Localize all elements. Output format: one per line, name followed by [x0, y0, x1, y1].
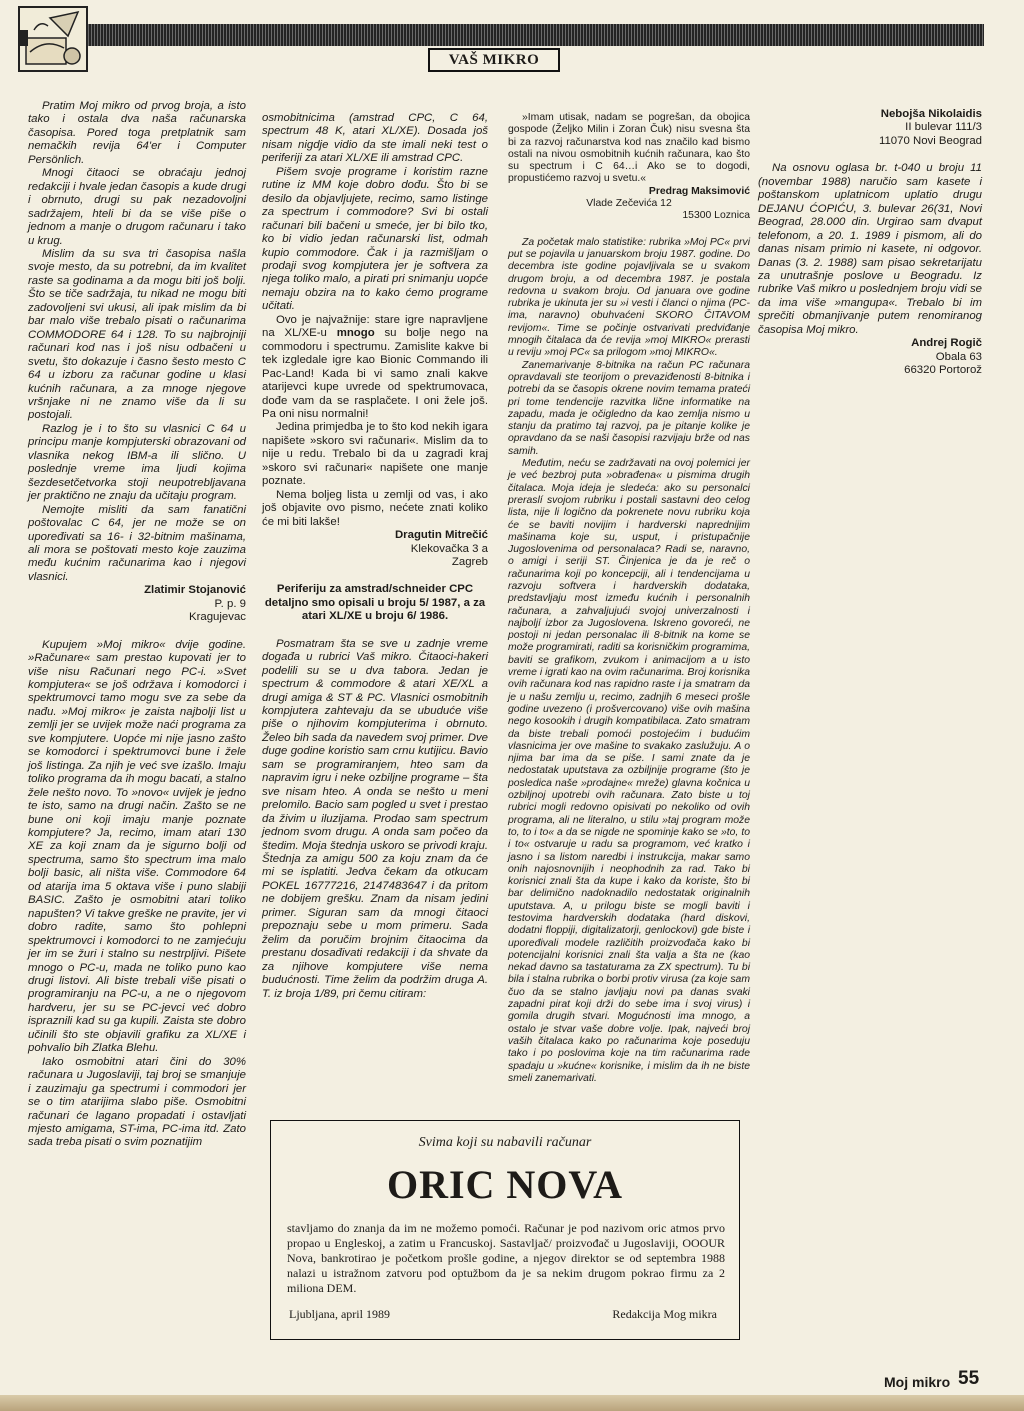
notice-heading: Svima koji su nabavili računar — [418, 1135, 592, 1150]
page-edge — [0, 1395, 1024, 1411]
letter-address: Obala 63 — [935, 350, 982, 363]
page-number: 55 — [958, 1368, 980, 1389]
letter-address: II bulevar 111/3 — [905, 121, 982, 134]
text-run: Ovo je najvažnije: stare igre napravljene na XL/XE-u — [262, 313, 488, 340]
paragraph: Iako osmobitni atari čini do 30% računara u Jugoslaviji, taj broj se smanjuje i zauzimaju ga spectrumi i commodori jer se o tim atarijima slabo piše. Osmobitni računari će lagano propadati i ostavljati mjesto amigama, ST-ima, PC-ima itd. Zato sada treba pisati o svim poznatijim — [28, 1055, 246, 1149]
header-rule — [86, 24, 984, 46]
paragraph: Mnogi čitaoci se obraćaju jednoj redakciji i hvale jedan časopis a kude drugi i obrnuto, drugi su pak nezadovoljni sadržajem, hteli bi da se više piše o jednom a manje o drugom računaru i tako u krug. — [28, 167, 246, 247]
paragraph: Za početak malo statistike: rubrika »Moj PC« prvi put se pojavila u januarskom broju 1987. godine. Do decembra iste godine pojavljivala se u svakom drugom broju, a od decembra 1987. je postala redovna u svakom broju. Od januara ove godine rubrika je ukinuta jer su »i vesti i članci o njima (PC-ima, naravno) obuhvaćeni SKORO ČITAVOM revijom«. Time se počinje ostvarivati predviđanje mnogih čitalaca da će revija »moj MIKRO« prerasti u reviju »moj PC« sa prilogom »moj MIKRO«. — [508, 236, 750, 359]
paragraph — [262, 314, 488, 422]
paragraph: Posmatram šta se sve u zadnje vreme događa u rubrici Vaš mikro. Čitaoci-hakeri podelili su se u dva tabora. Jedan je spectrum & commodore & atari XE/XL a drugi amiga & ST & PC. Vlasnici osmobitnih kompjutera zahtevaju da se ubuduće više piše o njihovim kompjuterima i obrnuto. Želeo bih sada da navedem svoj primer. Dve duge godine koristio sam crnu kutijicu. Bavio sam se programiranjem, hteo sam da napravim igru i neke ozbiljne programe – šta sve nisam hteo. A onda se nešto u meni prelomilo. Bacio sam pogled u svet i prestao da živim u iluzijama. Prodao sam spectrum jednom svom drugu. A onda sam počeo da štedim. Moja štednja uskoro se privodi kraju. Štednja za amigu 500 za koju znam da će mi se isplatiti. Jedva čekam da otkucam POKEL 16777216, 2147483647 i da pritom ne dobijem grešku. Znam da nisam jedini primer. Siguran sam da mnogi čitaoci prepoznaju sebe u mom primeru. Sada želim da poručim brojnim čitaocima da prestanu dosađivati redakciji i da shvate da za njihove kompjutere više nema budućnosti. Time želim da podržim druga A. T. iz broja 1/89, pri čemu citiram: — [262, 637, 488, 1000]
letter-signature: Predrag Maksimović — [648, 185, 750, 197]
letter-address: Vlade Zečevića 12 — [586, 198, 672, 210]
notice-body: stavljamo do znanja da im ne možemo pomoći. Računar je pod nazivom oric atmos prvo propao u Engleskoj, a zatim u Francuskoj. Sastavljač/ proizvođač u Jugoslaviji, OOOUR Nova, bankrotirao je početkom prošle godine, a njegov direktor se od septembra 1988 nalazi u istražnom zatvoru pod optužbom da je sa nekim drugom pokrao firmu za 2 miliona DEM. — [287, 1221, 725, 1295]
letter-signature: Zlatimir Stojanović — [144, 584, 246, 597]
paragraph: Pišem svoje programe i koristim razne rutine iz MM koje dobro dođu. Što bi se desilo da objavljujete, recimo, samo listinge za spectrum i commodore? Svi bi ostali računari bili bačeni u smeće, jer bi bilo tko, ko bi vidio jedan računarski list, odmah kupio commodore. Čak i ja razmišljam o prodaji svog kompjutera jer je softvera za njega toliko malo, a pirati pri snimanju uopće nemaju obzira na to kako ćemo programe učitati. — [262, 165, 488, 313]
column-2 — [262, 112, 488, 1001]
paragraph: Zanemarivanje 8-bitnika na račun PC računara opravdavali ste teorijom o prevaziđenosti 8-bitnika i potrebi da se časopis okrene novim temama prateći pri tome tendencije razvitka lične informatike na zapadu, mada je očigledno da kao zemlja nismo u stanju da pratimo taj razvoj, pa je pitanje kolike je opravdano da se naši časopisi razvijaju brže od nas samih. — [508, 359, 750, 457]
letter-city: 15300 Loznica — [682, 210, 750, 222]
letter-city: 66320 Portorož — [904, 364, 982, 377]
notice-place-date: Ljubljana, april 1989 — [289, 1307, 390, 1321]
letter-signature: Nebojša Nikolaidis — [880, 108, 982, 120]
letter-city: Kragujevac — [189, 611, 246, 624]
letter-city: Zagreb — [451, 555, 488, 568]
paragraph: Nemojte misliti da sam fanatični poštovalac C 64, jer ne može se on upoređivati sa 16- i 32-bitnim mašinama, ali mora se poštovati mesto koje zauzima među kućnim računarima kao i njegovi vlasnici. — [28, 503, 246, 583]
paragraph: Razlog je i to što su vlasnici C 64 u principu manje kompjuterski obrazovani od vlasnika nekog IBM-a ili slično. U poslednje vreme ima ljudi kojima šezdesetčetvorka stoji neupotrebljavana jer praktično ne znaju da učitaju program. — [28, 422, 246, 503]
emphasis: mnogo — [336, 327, 375, 340]
paragraph: Pratim Moj mikro od prvog broja, a isto tako i ostala dva naša računarska časopisa. Pored toga pretplatnik sam nemačkih revija 64'er i Computer Persönlich. — [28, 100, 246, 166]
section-logo-icon — [18, 6, 88, 72]
letter-city: 11070 Novi Beograd — [878, 134, 982, 147]
column-3 — [508, 112, 750, 1085]
footer-magazine-name: Moj mikro — [884, 1374, 951, 1390]
oric-nova-notice — [270, 1120, 740, 1340]
paragraph: osmobitnicima (amstrad CPC, C 64, spectrum 48 K, atari XL/XE). Dosada još nisam nigdje vidio da ste imali neki test o periferiji za atari XL/XE ili amstrad CPC. — [262, 112, 488, 165]
paragraph: Na osnovu oglasa br. t-040 u broju 11 (novembar 1988) naručio sam kasete i poštanskom uplatnicom uplatio drugu DEJANU ĆOPIĆU, 3. bulevar 26(31, Novi Beograd, 28.000 din. Urgirao sam dvaput telefonom, a 20. 1. 1989 i pismom, ali do danas nisam primio ni kasete, ni odgovor. Danas (3. 2. 1988) sam pisao sekretarijatu za unutrašnje poslove u Beogradu. Iz rubrike Vaš mikro u poslednjem broju vidi se da ima više »mangupa«. Trebalo bi im sprečiti obmanjivanje putem renomiranog časopisa Moj mikro. — [758, 162, 982, 336]
notice-title: ORIC NOVA — [386, 1162, 624, 1207]
paragraph: Mislim da su sva tri časopisa našla svoje mesto, da su potrebni, da im kvalitet raste sa godinama a da mogu biti još bolji. Što se tiče sadržaja, tu nikad ne mogu biti zadovoljeni svi ukusi, ali ipak mislim da bi bar malo više trebalo pisati o računarima COMMODORE 64 i 128. To su najbrojniji računari kod nas i još nisu odbačeni u svetu, što dokazuje i časno šesto mesto C 64 u izboru za računar godine u klasi kućnih računara, a za mnoge njegove vršnjake ni ne znamo više da li su postojali. — [28, 247, 246, 422]
column-4 — [758, 108, 982, 378]
paragraph: Jedina primjedba je to što kod nekih igara napišete »skoro svi računari«. Mislim da to nije u redu. Trebalo bi da u zagradi kraj »skoro svi računari« napišete one manje poznate. — [262, 421, 488, 488]
editorial-reply: Periferiju za amstrad/schneider CPC detaljno smo opisali u broju 5/ 1987, a za atari XL/XE u broju 6/ 1986. — [264, 583, 486, 623]
paragraph: »Imam utisak, nadam se pogrešan, da obojica gospode (Željko Milin i Zoran Čuk) nisu svesna šta bi za razvoj računarstva kod nas značilo kad bismo ostali na nivou osmobitnih kućnih računara, kao što su spectrum i C 64…i Ako se to dogodi, propustićemo razvoj u svetu.« — [508, 112, 750, 185]
letter-signature: Andrej Rogič — [911, 337, 982, 350]
section-title: VAŠ MIKRO — [428, 48, 560, 72]
text-run: su bolje nego na commodoru i spectrumu. Zamislite kakve bi tek izgledale igre kao Bionic Commando ili Pac-Land! Kada bi vi samo znali kakve atarijevci kupe uvrede od spektrumovaca, dođe vam da se rasplačete. I oni žele još. Pa oni nisu normalni! — [262, 327, 488, 420]
paragraph: Nema boljeg lista u zemlji od vas, i ako još objavite ovo pismo, nećete znati koliko će mi biti lakše! — [262, 488, 488, 528]
header-bar-edge — [18, 30, 28, 46]
letter-address: P. p. 9 — [214, 597, 246, 610]
paragraph: Međutim, neću se zadržavati na ovoj polemici jer je već bezbroj puta »obrađena« u pismima drugih čitalaca. Moja ideja je sledeća: ako su personalci preraslí svojom rubriku i postali sastavni deo celog lista, nije li logično da pokrenete novu rubriku koja će se baviti novijim i hardverski naprednijim mašinama koje su, usput, i pristupačnije Jugoslovenima od personalaca? Radi se, naravno, o amigi i seriji ST. Činjenica je da je reč o računarima koji po koncepciji, ali i tendencijama u razvoju softvera i hardverskih dodataka, predstavljaju most između kućnih i personalnih računara, a zahvaljujući svojoj univerzalnosti i najboljí izbor za Jugoslovena. Iskreno govoreći, ne postoji ni jedan personalac ili 8-bitnik na kome se može programirati, raditi sa korisničkim programima, baviti se grafikom, zvukom i animacijom a u isto vreme i igrati kao na ovim računarima. Broj korisnika ovih računara kod nas rapidno raste i ja smatram da je u našu zemlju u, recimo, zadnjih 6 meseci prošle godine uvezeno (i prošvercovano) više ovih mašina nego kosookih i drugih kompatibilaca. Zato smatram da biste trebali pomoći postojećim i budućim vlasnicima jer ove mašine to svakako zaslužuju. A o njima bar ima da se piše. I sami znate da je nedostatak uputstava za ozbiljnije programe (što je posledica naše »prodajne« mreže) glavna kočnica u ozbiljnoj upotrebi ovih računara. Zato biste u toj rubrici mogli redovno opisivati po nekoliko od ovih programa, ali ne literalno, u stilu »taj program može to, to i to« a da se nigde ne spominje kako se »to, to i to« ostvaruje u radu sa programom, već kratko i jasno i sa listom naredbi i instrukcija, makar samo onih najosnovnijih i neophodnih za rad. Tako bi korisnici znali šta da kupe i kako da koriste, što bi bar delimično nadoknadilo nedostatak originalnih uputstava. A, u prilogu biste se mogli baviti i testovima hardverskih dodataka (hard diskovi, dodatni floppiji, digitalizatorji, genlockovi) gde biste i upoređivali modele različitih proizvođača kako bi potencijalni korisnici znali šta valja a šta ne (kao nekad davno sa tastaturama za ZX spectrum). Tu bi bila i stalna rubrika o borbi protiv virusa (za koje sam čuo da se stalno javljaju novi pa danas svaki zapadni pirat koji drži do sebe ima i svoj virus) i gomila drugih stvari. Mogućnosti ima mnogo, a ostalo je stvar vaše dobre volje. Ipak, najveći broj vaših čitalaca kako po računarima koje poseduju tako i po poslovima koje na tim računarima rade spadaju u »kućne« korisnike, i mislim da ih ne biste smeli zanemarivati. — [508, 458, 750, 1084]
column-1 — [28, 100, 246, 1150]
paragraph: Kupujem »Moj mikro« dvije godine. »Računare« sam prestao kupovati jer to više nisu Računari nego PC-i. »Svet kompjutera« se još održava i komodorci i spektrumovci tamo mogu sve za sebe da nađu. »Moj mikro« je zaista najbolji list u zemlji jer se uvijek može naći programa za sve kompjutere. Uopće mi nije jasno zašto se komodorci i spektrumovci bune i žele još listinga. Za njih je već sve izašlo. Imaju toliko programa da ih mogu bacati, a stalno žele nešto novo. To »novo« uvijek je jedno te isto, samo na drugi način. Zašto se ne bune oni koji imaju manje poznate kompjutere? Ja, recimo, imam atari 130 XE za koji znam da je sigurno bolji od spectruma, samo što spectrum ima malo bolji basic, ali ništa više. Commodore 64 od atarija ima 5 oktava više i puno slabiji BASIC. Zašto je osmobitni atari toliko napušten? Vi takve greške ne pravite, jer vi dobro radite, samo što pohlepni spektrumovci i komodorci to ne zamjećuju jer im se žuri i stalno su nestrpljivi. Pišete mnogo o PC-u, mada ne toliko puno kao drugi listovi. Ali biste trebali više pisati o programiranju na PC-u, a ne o njegovom hardveru, jer su se PC-jevci već dobro ispraznili kad su ga kupili. Zaista ste dobro učinili što ste objavili grafiku za XL/XE i pohvalio bih Zlatka Blehu. — [28, 638, 246, 1055]
letter-signature: Dragutin Mitrečić — [394, 529, 488, 542]
letter-address: Klekovačka 3 a — [410, 542, 488, 555]
notice-signature: Redakcija Mog mikra — [612, 1307, 717, 1321]
